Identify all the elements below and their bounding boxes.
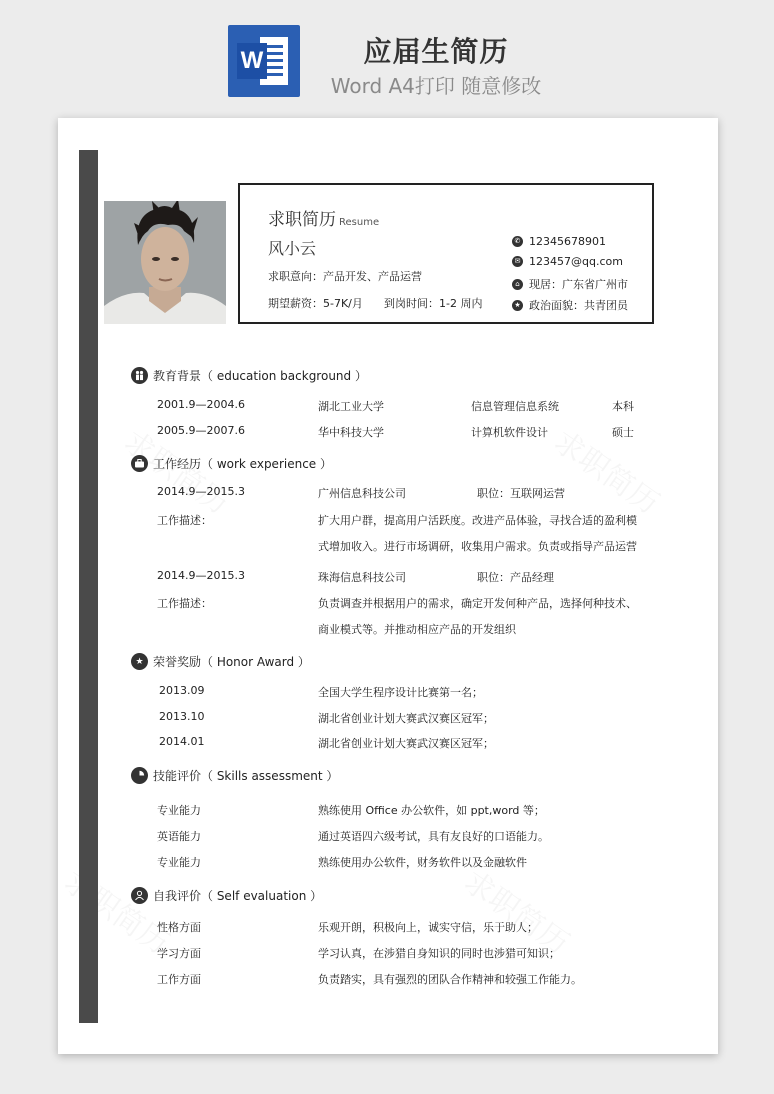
job-intention: 求职意向：产品开发、产品运营: [268, 270, 422, 283]
work-position: 职位：产品经理: [477, 571, 554, 584]
edu-degree: 本科: [612, 400, 634, 413]
edu-major: 信息管理信息系统: [471, 400, 559, 413]
page-title: 应届生简历: [363, 35, 509, 68]
contact-phone: ✆ 12345678901: [512, 235, 606, 248]
work-period: 2014.9—2015.3: [157, 569, 245, 582]
honor-text: 全国大学生程序设计比赛第一名；: [318, 686, 483, 699]
expected-salary: 期望薪资：5-7K/月: [268, 297, 363, 310]
arrival-time: 到岗时间：1-2 周内: [384, 297, 483, 310]
people-icon: [131, 367, 148, 384]
contact-political-status: ★ 政治面貌：共青团员: [512, 297, 628, 313]
edu-school: 华中科技大学: [318, 426, 384, 439]
skill-label: 英语能力: [157, 830, 201, 843]
word-logo-icon: [228, 25, 300, 97]
party-icon: ★: [512, 300, 523, 311]
honor-text: 湖北省创业计划大赛武汉赛区冠军；: [318, 737, 494, 750]
self-text: 乐观开朗，积极向上，诚实守信，乐于助人；: [318, 921, 538, 934]
skill-label: 专业能力: [157, 856, 201, 869]
resume-sheet: [58, 118, 718, 1054]
work-company: 广州信息科技公司: [318, 487, 406, 500]
email-icon: ✉: [512, 256, 523, 267]
edu-school: 湖北工业大学: [318, 400, 384, 413]
self-evaluation-heading: 自我评价（ Self evaluation ）: [131, 887, 322, 904]
self-text: 学习认真，在涉猎自身知识的同时也涉猎可知识；: [318, 947, 560, 960]
applicant-name: 风小云: [268, 239, 317, 258]
edu-degree: 硕士: [612, 426, 634, 439]
page-subtitle: Word A4打印 随意修改: [330, 74, 542, 98]
skills-heading: 技能评价（ Skills assessment ）: [131, 767, 338, 784]
honor-text: 湖北省创业计划大赛武汉赛区冠军；: [318, 712, 494, 725]
phone-icon: ✆: [512, 236, 523, 247]
location-icon: ⌂: [512, 279, 523, 290]
work-period: 2014.9—2015.3: [157, 485, 245, 498]
person-icon: [131, 887, 148, 904]
star-icon: ★: [131, 653, 148, 670]
work-desc-label: 工作描述：: [157, 597, 212, 610]
resume-title-en: Resume: [339, 217, 380, 228]
work-desc-line: 扩大用户群，提高用户活跃度。改进产品体验，寻找合适的盈利模: [318, 514, 637, 527]
education-heading: 教育背景（ education background ）: [131, 367, 367, 384]
edu-period: 2001.9—2004.6: [157, 398, 245, 411]
profile-photo: [104, 201, 226, 324]
skill-text: 通过英语四六级考试，具有友良好的口语能力。: [318, 830, 549, 843]
pie-chart-icon: [131, 767, 148, 784]
sidebar-bar: [79, 150, 98, 1023]
skill-label: 专业能力: [157, 804, 201, 817]
honor-date: 2013.10: [159, 710, 205, 723]
skill-text: 熟练使用办公软件，财务软件以及金融软件: [318, 856, 527, 869]
contact-location: ⌂ 现居：广东省广州市: [512, 276, 628, 292]
contact-email: ✉ 123457@qq.com: [512, 255, 623, 268]
honor-date: 2014.01: [159, 735, 205, 748]
work-company: 珠海信息科技公司: [318, 571, 406, 584]
self-label: 工作方面: [157, 973, 201, 986]
work-desc-line: 负责调查并根据用户的需求，确定开发何种产品，选择何种技术、: [318, 597, 637, 610]
work-position: 职位：互联网运营: [477, 487, 565, 500]
skill-text: 熟练使用 Office 办公软件，如 ppt,word 等；: [318, 804, 545, 817]
briefcase-icon: [131, 455, 148, 472]
honor-date: 2013.09: [159, 684, 205, 697]
edu-major: 计算机软件设计: [471, 426, 548, 439]
self-text: 负责踏实，具有强烈的团队合作精神和较强工作能力。: [318, 973, 582, 986]
self-label: 学习方面: [157, 947, 201, 960]
work-desc-label: 工作描述：: [157, 514, 212, 527]
resume-title: 求职简历 Resume: [268, 210, 380, 230]
work-desc-line: 式增加收入。进行市场调研，收集用户需求。负责或指导产品运营: [318, 540, 637, 553]
word-logo-letter: W: [237, 43, 267, 79]
edu-period: 2005.9—2007.6: [157, 424, 245, 437]
resume-header-box: [238, 183, 654, 324]
honors-heading: ★ 荣誉奖励（ Honor Award ）: [131, 653, 310, 670]
self-label: 性格方面: [157, 921, 201, 934]
work-desc-line: 商业模式等。并推动相应产品的开发组织: [318, 623, 516, 636]
work-heading: 工作经历（ work experience ）: [131, 455, 332, 472]
